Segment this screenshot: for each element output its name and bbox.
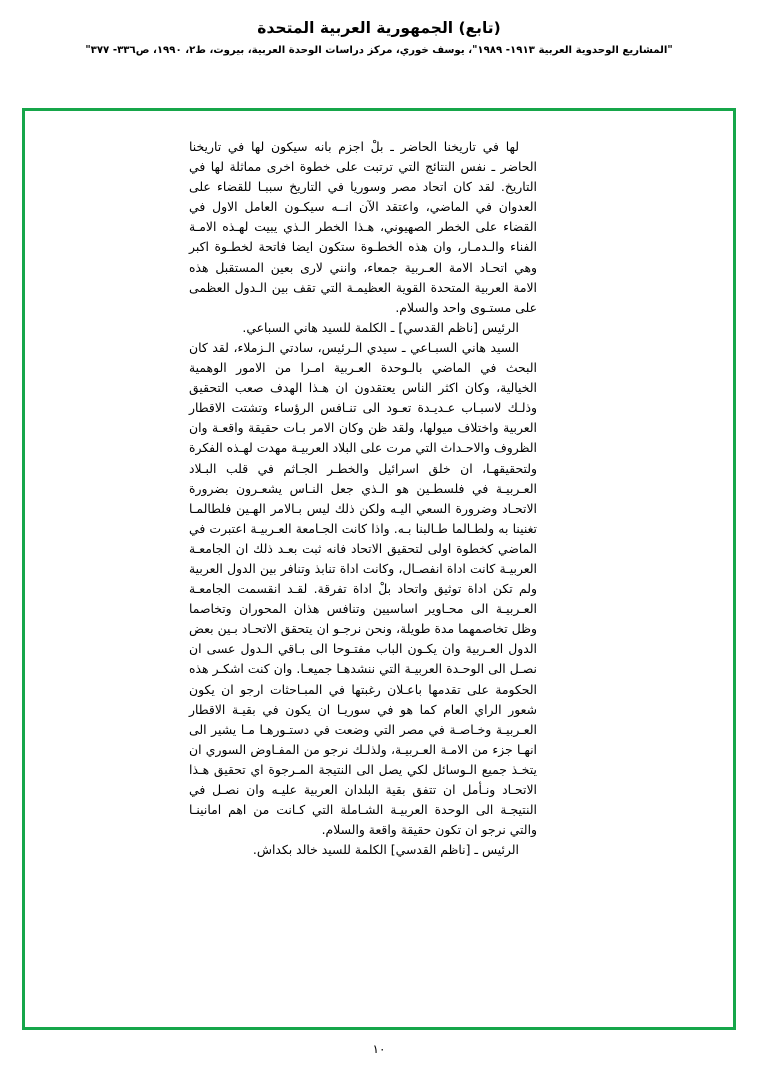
header-title: (تابع) الجمهورية العربية المتحدة — [257, 19, 501, 37]
paragraph-1: لها في تاريخنا الحاضر ـ بلْ اجزم بانه سيكون لها في تاريخنا الحاضر ـ نفس النتائج التي ترتبت على خطوة اخرى مماثلة لها في التاريخ. لقد كان اتحاد مصر وسوريا في التاريخ سببـا للقضاء على العدوان في الماضي، واعتقد الآن انــه سيكـون العامل الاول في القضاء على الخطر الصهيوني، هـذا الخطر الـذي يبيت لهـذه الامـة الفناء والـدمـار، وان هذه الخطـوة ستكون ايضا فاتحة لخطـوة اكبر وهي اتحـاد الامة العـربية جمعاء، وانني لارى بعين المستقبل هذه الامة العربية المتحدة القوية العظيمـة التي تقف بين الـدول العظمى على مستـوى واحد والسلام. — [189, 139, 537, 315]
paragraph-4: الرئيس ـ [ناظم القدسي] الكلمة للسيد خالد بكداش. — [252, 842, 519, 858]
content-frame — [22, 108, 736, 1030]
page-header — [0, 0, 758, 56]
document-body — [189, 137, 537, 860]
header-subtitle: "المشاريع الوحدوية العربية ١٩١٣- ١٩٨٩"، يوسف خوري، مركز دراسات الوحدة العربية، بيروت، ط٢، ١٩٩٠، ص٣٣٦- ٣٧٧" — [85, 45, 673, 57]
page-number: ١٠ — [372, 1042, 386, 1056]
paragraph-2: الرئيس [ناظم القدسي] ـ الكلمة للسيد هاني السباعي. — [242, 319, 519, 335]
paragraph-3: السيد هاني السبـاعي ـ سيدي الـرئيس، سادتي الـزملاء، لقد كان البحث في الماضي بالـوحدة العـربية امـرا من الامور الوهمية الخيالية، وكان اكثر الناس يعتقدون ان هـذا الهدف صعب التحقيق وذلـك لاسبـاب عـديـدة تعـود الى تنـافس الرؤساء وتشتت الاقطار العربية واختلاف ميولها، ولقد ظن وكان الامر بـات حقيقة واقعـة وان الظروف والاحـداث التي مرت على البلاد العربيـة مهدت لهـذه الفكرة ولتحقيقهـا، ان خلق اسرائيل والخطـر الجـاثم في قلب البـلاد العـربيـة في فلسطـين هو الـذي جعل النـاس يشعـرون بضرورة الاتحـاد وضرورة السعي اليـه ولكن ذلك ليس بـالامر الهـين فلطالمـا تغنينا به ولطـالما طـالبنا بـه. واذا كانت الجـامعة العـربيـة اعتبرت في الماضي كخطوة اولى لتحقيق الاتحاد فانه ثبت بعـد ذلك ان الجامعـة العربيـة كانت اداة انفصـال، وكانت اداة تنابذ وتنافر بين الدول العربية ولم تكن اداة توثيق واتحاد بلْ اداة تفرقة. لقـد انقسمت الجامعـة العـربيـة الى محـاوير اساسيين وتنافس هذان المحوران وتخاصما وظل تخاصمهما مدة طويلة، ونحن نرجـو ان يتحقق الاتحـاد بـين بعض الدول العـربية وان يكـون الباب مفتـوحا الى بـاقي الـدول عسى ان نصـل الى الوحـدة العربيـة التي ننشدهـا جميعـا. وان كنت اشكـر هذه الحكومة على تقدمها باعـلان رغبتها في المبـاحثات ارجو ان يكون شعور الراي العام كما هو في سوريـا ان يكون في بقيـة الاقطار العـربيـة وخـاصـة في مصر التي وضعت في دستـورهـا مـا يشير الى انهـا جزء من الامـة العـربيـة، ولذلـك نرجو من المفـاوض السوري ان يتخـذ جميع الـوسائل لكي يصل الى النتيجة المـرجوة اي تحقيق هـذا الاتحـاد ونـأمل ان تتفق بقية البلدان العربية عليـه وان نصـل في النتيجـة الى الوحدة العربيـة الشـاملة التي كـانت من اهم امانينـا والتي نرجو ان تكون حقيقة واقعة والسلام. — [189, 339, 537, 838]
